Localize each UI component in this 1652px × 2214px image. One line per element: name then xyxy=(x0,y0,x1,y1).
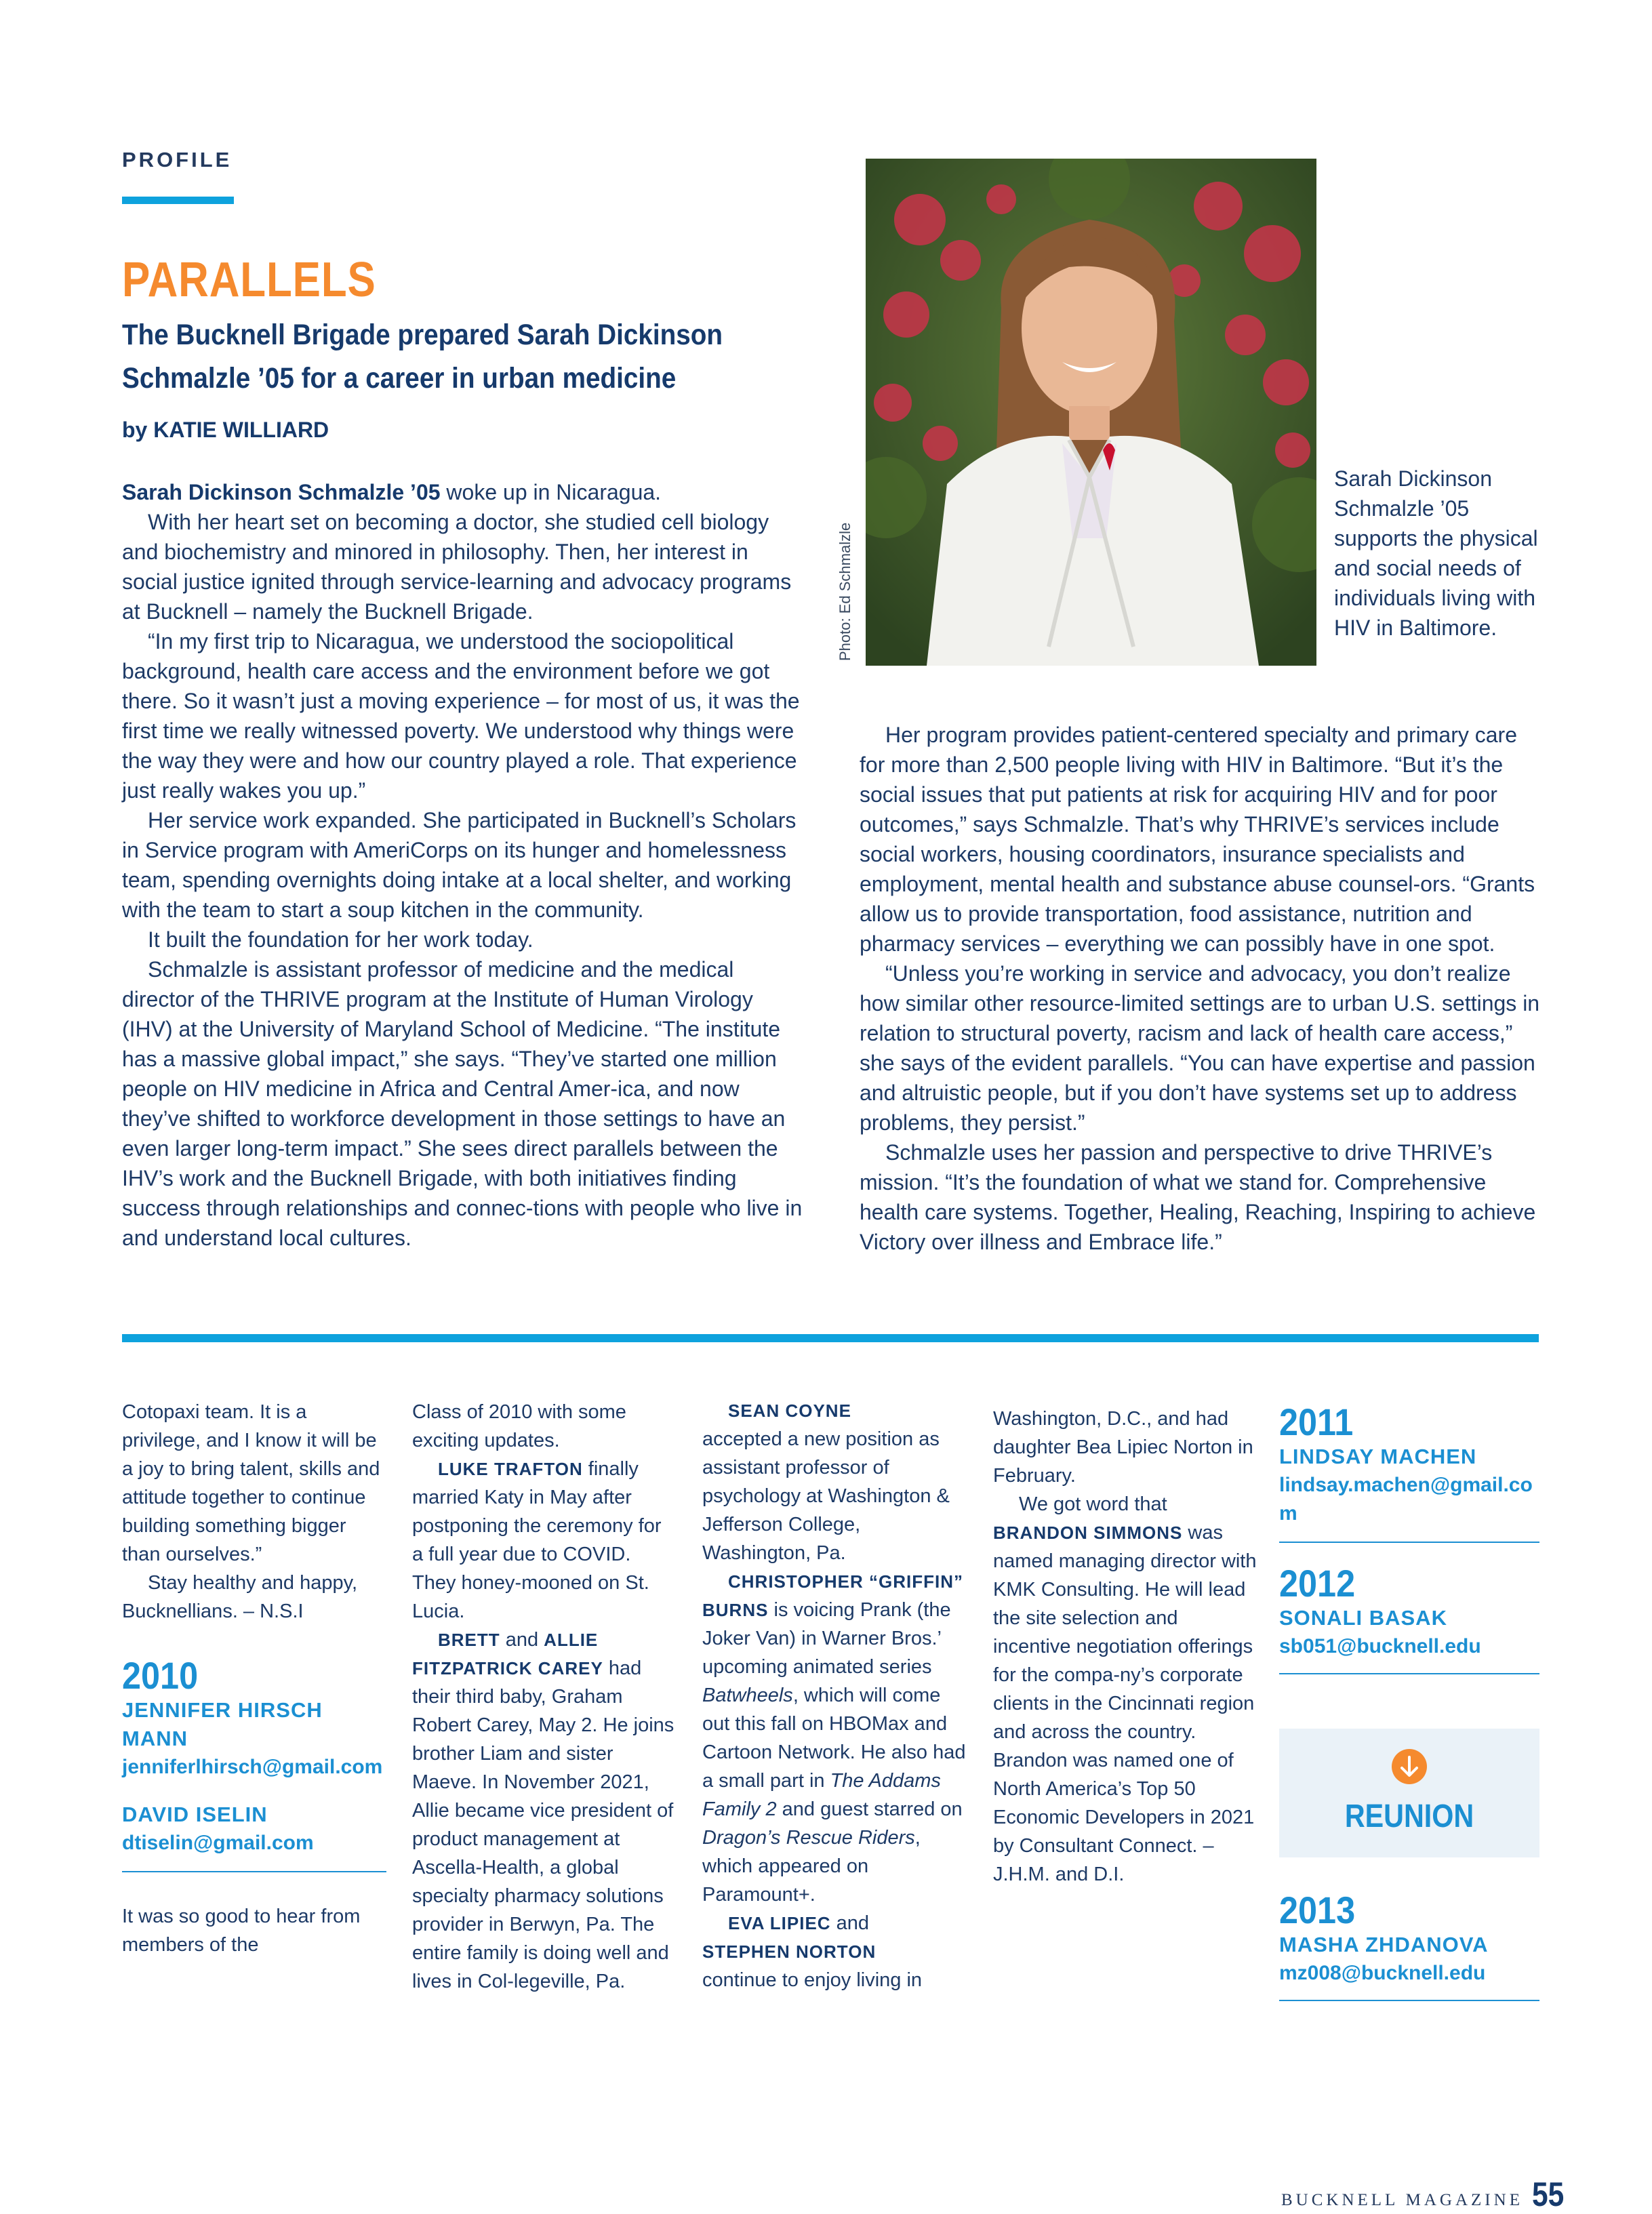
note-paragraph xyxy=(412,1455,677,1626)
section-kicker: PROFILE xyxy=(122,148,233,172)
alum-name: STEPHEN NORTON xyxy=(702,1941,877,1962)
article-paragraph: Schmalzle is assistant professor of medicine and the medical director of the THRIVE program at the Institute of Human Virology (IHV) at the University of Maryland School of Medicine. “The institute has a massive global impact,” she says. “They’ve started one million people on HIV medicine in Africa and Central Amer-ica, and now they’ve shifted to workforce development in those settings to have an even larger long-term impact.” She sees direct parallels between the IHV’s work and the Bucknell Brigade, with both initiatives finding success through relationships and connec-tions with people who live in and understand local cultures. xyxy=(122,957,803,1250)
article-paragraph: Her service work expanded. She participated in Bucknell’s Scholars in Service program with AmeriCorps on its hunger and homelessness team, spending overnights doing intake at a local shelter, and working with the team to start a soup kitchen in the community. xyxy=(122,808,797,922)
alum-name: SEAN COYNE xyxy=(728,1401,851,1421)
note-paragraph xyxy=(702,1937,967,1966)
note-paragraph xyxy=(702,1396,967,1425)
article-column-right xyxy=(860,720,1544,1257)
class-notes-column-2 xyxy=(412,1398,677,1996)
show-title: Dragon’s Rescue Riders xyxy=(702,1827,915,1849)
class-year-2013: 2013 xyxy=(1279,1889,1356,1931)
correspondent-email-link[interactable]: jenniferlhirsch@gmail.com xyxy=(122,1756,383,1778)
note-paragraph: Cotopaxi team. It is a privilege, and I know it will be a joy to bring talent, skills and attitude together to continue building something bigger than ourselves.” xyxy=(122,1401,380,1565)
note-text: was named managing director with KMK Consulting. He will lead the site selection and incentive negotiation offerings for the compa-ny’s corporate clients in the Cincinnati region and across the country. Brandon was named one of North America’s Top 50 Economic Developers in 2021 by Consultant Connect. – J.H.M. and D.I. xyxy=(993,1522,1257,1885)
section-rule xyxy=(1279,1542,1539,1543)
article-paragraph: With her heart set on becoming a doctor, she studied cell biology and biochemistry and minored in philosophy. Then, her interest in social justice ignited through service-learning and advocacy programs at Bucknell – namely the Bucknell Brigade. xyxy=(122,510,792,624)
note-text: and xyxy=(500,1629,544,1651)
alum-name: BRETT xyxy=(438,1630,500,1650)
note-paragraph: It was so good to hear from members of the xyxy=(122,1906,361,1956)
class-correspondent-name: MASHA ZHDANOVA xyxy=(1279,1933,1489,1956)
kicker-underline xyxy=(122,197,234,204)
article-title: PARALLELS xyxy=(122,253,376,307)
class-year-2011: 2011 xyxy=(1279,1401,1354,1443)
note-paragraph: Class of 2010 with some exciting updates. xyxy=(412,1401,626,1451)
article-paragraph: “Unless you’re working in service and advocacy, you don’t realize how similar other resource-limited settings are to urban U.S. settings in relation to structural poverty, racism and lack of health care access,” she says of the evident parallels. “You can have expertise and passion and altruistic people, but if you don’t have systems set up to address problems, they persist.” xyxy=(860,961,1540,1135)
section-rule xyxy=(1279,1673,1539,1674)
class-correspondent-name: SONALI BASAK xyxy=(1279,1606,1447,1630)
section-divider xyxy=(122,1334,1539,1342)
lead-paragraph xyxy=(122,477,807,507)
correspondent-email-link[interactable]: lindsay.machen@gmail.com xyxy=(1279,1474,1533,1525)
alum-name: CHRISTOPHER “GRIFFIN” BURNS xyxy=(702,1571,963,1620)
note-text: , which will come out this fall on HBOMax and Cartoon Network. He also had a small part in xyxy=(702,1685,966,1792)
note-text: finally married Katy in May after postponing the ceremony for a full year due to COVID. They honey-mooned on St. Lucia. xyxy=(412,1458,662,1622)
note-text: and guest starred on xyxy=(776,1798,963,1820)
note-paragraph: accepted a new position as assistant professor of psychology at Washington & Jefferson College, Washington, Pa. xyxy=(702,1428,950,1564)
note-text: and xyxy=(830,1912,870,1934)
class-correspondent-name: JENNIFER HIRSCH MANN xyxy=(122,1698,323,1750)
correspondent-email-link[interactable]: sb051@bucknell.edu xyxy=(1279,1635,1481,1657)
alum-name: EVA LIPIEC xyxy=(728,1913,831,1933)
page-number: 55 xyxy=(1532,2175,1565,2213)
article-subtitle: The Bucknell Brigade prepared Sarah Dickinson Schmalzle ’05 for a career in urban medicine xyxy=(122,319,723,395)
note-paragraph: Stay healthy and happy, Bucknellians. – N.S.I xyxy=(122,1572,358,1622)
correspondent-email-link[interactable]: mz008@bucknell.edu xyxy=(1279,1962,1486,1984)
class-year-listings xyxy=(1279,1402,1539,1674)
note-text: , which appeared on Paramount+. xyxy=(702,1827,921,1906)
note-paragraph xyxy=(412,1626,677,1996)
portrait-photo xyxy=(866,159,1316,666)
note-paragraph: continue to enjoy living in xyxy=(702,1969,923,1991)
photo-caption: Sarah Dickinson Schmalzle ’05 supports the physical and social needs of individuals living with HIV in Baltimore. xyxy=(1334,466,1538,640)
show-title: Batwheels xyxy=(702,1685,793,1706)
class-notes-column-3 xyxy=(702,1396,967,1994)
reunion-label: REUNION xyxy=(1344,1798,1474,1834)
class-correspondent-name: DAVID ISELIN xyxy=(122,1803,268,1826)
class-year-2012: 2012 xyxy=(1279,1562,1356,1605)
article-paragraph: “In my first trip to Nicaragua, we understood the sociopolitical background, health care access and the environment before we got there. So it wasn’t just a moving experience – for most of us, it was the first time we really witnessed poverty. We understood why things were the way they were and how our country played a role. That experience just really wakes you up.” xyxy=(122,629,800,803)
article-column-left xyxy=(122,477,807,1253)
correspondent-email-link[interactable]: dtiselin@gmail.com xyxy=(122,1832,314,1854)
magazine-name: BUCKNELL MAGAZINE xyxy=(1281,2191,1523,2209)
note-paragraph xyxy=(702,1909,967,1937)
photo-credit: Photo: Ed Schmalzle xyxy=(837,522,853,661)
article-paragraph: It built the foundation for her work today. xyxy=(148,927,533,952)
note-paragraph xyxy=(993,1490,1257,1889)
lead-rest: woke up in Nicaragua. xyxy=(440,480,662,504)
article-paragraph: Her program provides patient-centered specialty and primary care for more than 2,500 people living with HIV in Baltimore. “But it’s the social issues that put patients at risk for acquiring HIV and for poor outcomes,” says Schmalzle. That’s why THRIVE’s services include social workers, housing coordinators, insurance specialists and employment, mental health and substance abuse counsel-ors. “Grants allow us to provide transportation, food assistance, nutrition and pharmacy services – everything we can possibly have in one spot. xyxy=(860,723,1535,956)
portrait-illustration xyxy=(866,159,1316,666)
reunion-badge xyxy=(1279,1729,1539,1857)
section-rule xyxy=(1279,2000,1539,2001)
note-text: We got word that xyxy=(1019,1493,1167,1515)
alum-name: BRANDON SIMMONS xyxy=(993,1523,1183,1543)
byline: by KATIE WILLIARD xyxy=(122,418,329,442)
note-text: had their third baby, Graham Robert Carey, May 2. He joins brother Liam and sister Maeve. In November 2021, Allie became vice president of product management at Ascella-Health, a global specialty pharmacy solutions provider in Berwyn, Pa. The entire family is doing well and lives in Col-legeville, Pa. xyxy=(412,1657,674,1992)
class-notes-column-4 xyxy=(993,1405,1257,1889)
alum-name: LUKE TRAFTON xyxy=(438,1459,583,1479)
class-correspondent-name: LINDSAY MACHEN xyxy=(1279,1445,1477,1468)
class-year-2013-listing xyxy=(1279,1890,1539,2001)
film-title: The Addams Family 2 xyxy=(702,1770,941,1820)
note-text: is voicing Prank (the Joker Van) in Warner Bros.’ upcoming animated series xyxy=(702,1599,951,1678)
class-notes-column-1 xyxy=(122,1398,386,1959)
arrow-down-icon xyxy=(1392,1749,1427,1784)
section-rule xyxy=(122,1871,386,1872)
lead-name: Sarah Dickinson Schmalzle ’05 xyxy=(122,480,441,504)
note-paragraph xyxy=(702,1567,967,1909)
article-paragraph: Schmalzle uses her passion and perspective to drive THRIVE’s mission. “It’s the foundation of what we stand for. Comprehensive health care systems. Together, Healing, Reaching, Inspiring to achieve Victory over illness and Embrace life.” xyxy=(860,1140,1536,1254)
note-paragraph: Washington, D.C., and had daughter Bea Lipiec Norton in February. xyxy=(993,1408,1253,1487)
alum-name: ALLIE FITZPATRICK CAREY xyxy=(412,1630,603,1678)
class-year-2010: 2010 xyxy=(122,1654,199,1697)
